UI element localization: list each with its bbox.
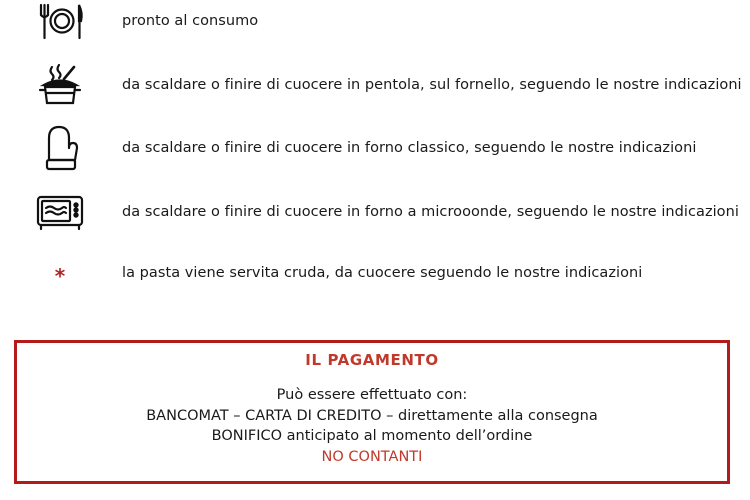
asterisk-icon xyxy=(28,248,92,298)
payment-no-cash: NO CONTANTI xyxy=(321,448,423,465)
legend-text-ready: pronto al consumo xyxy=(122,13,259,29)
legend-item-raw-pasta xyxy=(0,248,750,298)
payment-details xyxy=(17,385,727,467)
asterisk-symbol: * xyxy=(54,264,66,288)
payment-method-card: BANCOMAT – CARTA DI CREDITO – direttamente alla consegna xyxy=(146,407,598,424)
oven-mitt-icon xyxy=(28,123,92,173)
payment-box xyxy=(14,340,730,484)
cutlery-plate-icon xyxy=(28,0,92,46)
microwave-icon xyxy=(28,187,92,237)
payment-intro: Può essere effettuato con: xyxy=(276,387,468,403)
legend-item-oven xyxy=(0,123,750,173)
legend-text-raw-pasta: la pasta viene servita cruda, da cuocere seguendo le nostre indicazioni xyxy=(122,265,643,281)
legend-item-pot xyxy=(0,60,750,110)
legend-item-ready xyxy=(0,0,750,46)
payment-title: IL PAGAMENTO xyxy=(305,351,439,369)
legend-text-microwave: da scaldare o finire di cuocere in forno a microoonde, seguendo le nostre indicazioni xyxy=(122,204,739,220)
cooking-pot-icon xyxy=(28,60,92,110)
legend-text-pot: da scaldare o finire di cuocere in pentola, sul fornello, seguendo le nostre indicazioni xyxy=(122,77,742,93)
legend-item-microwave xyxy=(0,187,750,237)
payment-method-transfer: BONIFICO anticipato al momento dell’ordine xyxy=(211,428,533,444)
legend-text-oven: da scaldare o finire di cuocere in forno classico, seguendo le nostre indicazioni xyxy=(122,140,697,156)
